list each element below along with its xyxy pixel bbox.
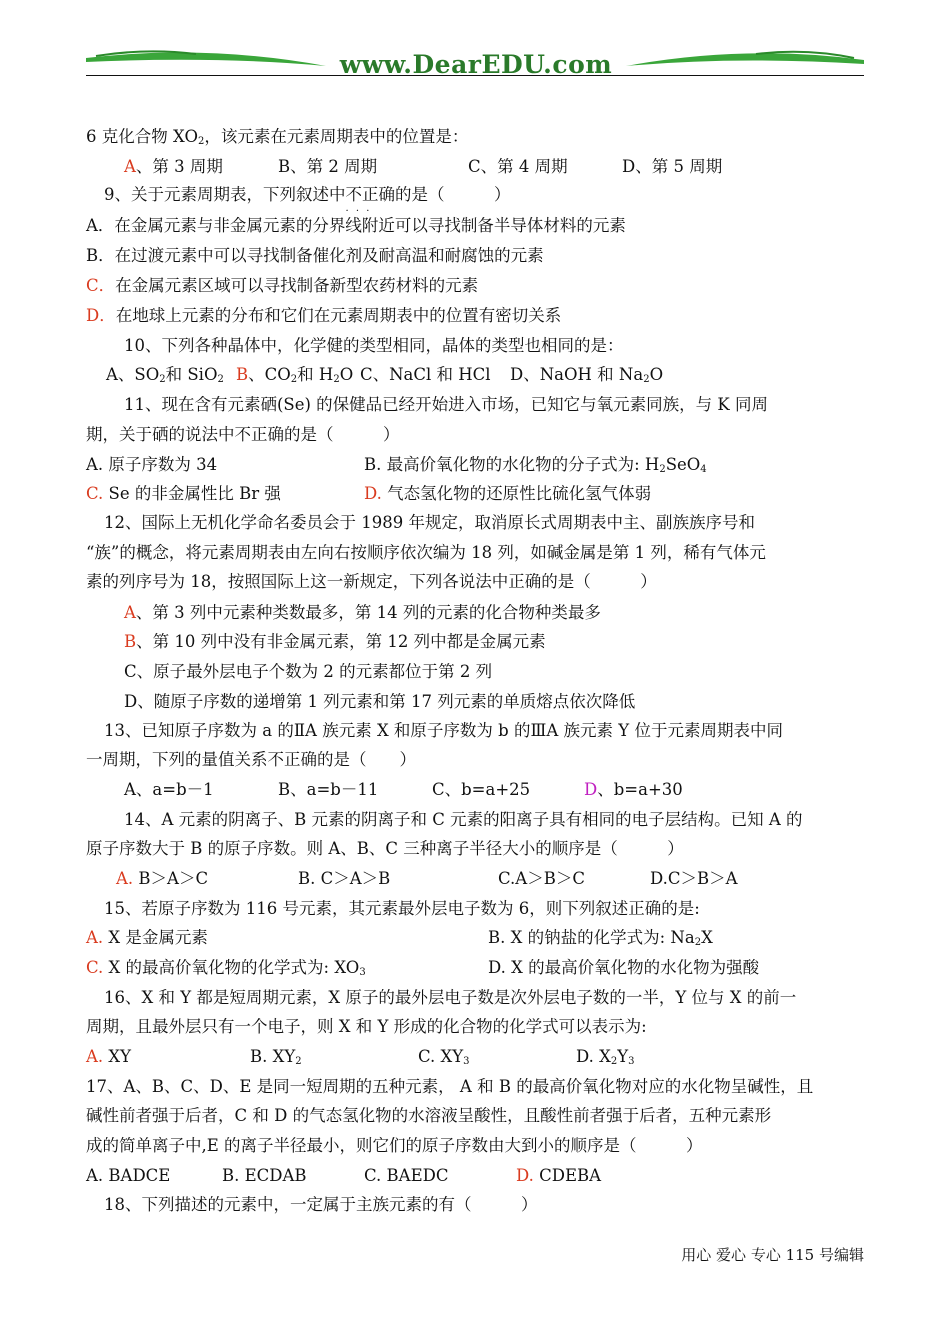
text-line: 6 克化合物 $XO_2$，该元素在元素周期表中的位置是： bbox=[86, 127, 469, 147]
option-c: C. $XY_3$ bbox=[418, 1047, 470, 1067]
question-12: 12、国际上无机化学命名委员会于 1989 年规定，取消原长式周期表中主、副族族序号和 bbox=[104, 513, 755, 532]
option-b: B．在过渡元素中可以寻找制备催化剂及耐高温和耐腐蚀的元素 bbox=[86, 246, 544, 265]
question-11: 11、现在含有元素硒(Se) 的保健品已经开始进入市场，已知它与氧元素同族，与 K 同周 bbox=[124, 395, 768, 414]
option-b: B. $XY_2$ bbox=[250, 1047, 302, 1067]
question-17-cont: 成的简单离子中,E 的离子半径最小，则它们的原子序数由大到小的顺序是（ ） bbox=[86, 1136, 703, 1155]
question-9: 9、关于元素周期表，下列叙述中不正确 · · ·的是（ ） bbox=[104, 184, 511, 206]
option-c: C、NaCl 和 HCl bbox=[360, 365, 491, 384]
option-a: A、第 3 周期 bbox=[124, 157, 223, 176]
option-a: A. B＞A＞C bbox=[116, 869, 209, 888]
option-c: C、b=a+25 bbox=[432, 780, 531, 799]
option-a: A、a=b－1 bbox=[124, 780, 214, 799]
page-footer: 用心 爱心 专心 115 号编辑 bbox=[681, 1246, 864, 1264]
option-c: C．在金属元素区域可以寻找制备新型农药材料的元素 bbox=[86, 276, 479, 295]
option-a: A. XY bbox=[86, 1047, 132, 1066]
option-c: C、第 4 周期 bbox=[468, 157, 568, 176]
question-11-cont: 期，关于硒的说法中不正确的是（ ） bbox=[86, 425, 400, 444]
question-14: 14、A 元素的阴离子、B 元素的阴离子和 C 元素的阳离子具有相同的电子层结构。已知 A 的 bbox=[124, 810, 803, 829]
option-b: B、$CO_2$和 $H_2O$ bbox=[236, 365, 354, 385]
option-b: B. ECDAB bbox=[222, 1166, 307, 1185]
question-13: 13、已知原子序数为 a 的ⅡA 族元素 X 和原子序数为 b 的ⅢA 族元素 Y 位于元素周期表中同 bbox=[104, 721, 783, 740]
option-b: B. C＞A＞B bbox=[298, 869, 391, 888]
option-d: D、第 5 周期 bbox=[622, 157, 723, 176]
option-b: B、a=b－11 bbox=[278, 780, 379, 799]
option-b: B、第 2 周期 bbox=[278, 157, 378, 176]
option-d: D. CDEBA bbox=[516, 1166, 602, 1185]
option-d: D、随原子序数的递增第 1 列元素和第 17 列元素的单质熔点依次降低 bbox=[124, 692, 636, 711]
option-a: A. BADCE bbox=[86, 1166, 171, 1185]
question-18: 18、下列描述的元素中，一定属于主族元素的有（ ） bbox=[104, 1195, 538, 1214]
option-a: A、$SO_2$和 SiO$_2$ bbox=[106, 365, 224, 385]
option-b: B. X 的钠盐的化学式为: $Na_2X$ bbox=[488, 928, 713, 948]
option-d: D. $X_2Y_3$ bbox=[576, 1047, 635, 1067]
option-c: C、原子最外层电子个数为 2 的元素都位于第 2 列 bbox=[124, 662, 493, 681]
question-17-cont: 碱性前者强于后者，C 和 D 的气态氢化物的水溶液呈酸性，且酸性前者强于后者，五种元素形 bbox=[86, 1106, 772, 1125]
question-10: 10、下列各种晶体中，化学健的类型相同，晶体的类型也相同的是： bbox=[124, 336, 624, 355]
question-17: 17、A、B、C、D、E 是同一短周期的五种元素， A 和 B 的最高价氧化物对应的水化物呈碱性，且 bbox=[86, 1077, 814, 1096]
option-d: D．在地球上元素的分布和它们在元素周期表中的位置有密切关系 bbox=[86, 306, 562, 325]
option-b: B、第 10 列中没有非金属元素，第 12 列中都是金属元素 bbox=[124, 632, 546, 651]
option-a: A．在金属元素与非金属元素的分界线附近可以寻找制备半导体材料的元素 bbox=[86, 216, 626, 235]
site-logo[interactable]: www.DearEDU.com bbox=[339, 50, 613, 79]
page-header bbox=[86, 36, 864, 86]
option-c: C.A＞B＞C bbox=[498, 869, 585, 888]
question-16: 16、X 和 Y 都是短周期元素，X 原子的最外层电子数是次外层电子数的一半，Y 位与 X 的前一 bbox=[104, 988, 797, 1007]
option-c: C. BAEDC bbox=[364, 1166, 449, 1185]
option-c: C. X 的最高价氧化物的化学式为: $XO_3$ bbox=[86, 958, 366, 978]
option-d: D. X 的最高价氧化物的水化物为强酸 bbox=[488, 958, 760, 977]
option-a: A. X 是金属元素 bbox=[86, 928, 208, 947]
question-12-cont: 素的列序号为 18，按照国际上这一新规定，下列各说法中正确的是（ ） bbox=[86, 572, 657, 591]
option-a: A、第 3 列中元素种类数最多，第 14 列的元素的化合物种类最多 bbox=[124, 603, 601, 622]
question-15: 15、若原子序数为 116 号元素，其元素最外层电子数为 6，则下列叙述正确的是: bbox=[104, 899, 700, 918]
header-rule bbox=[86, 75, 864, 76]
option-a: A. 原子序数为 34 bbox=[86, 455, 218, 474]
option-c: C. Se 的非金属性比 Br 强 bbox=[86, 484, 281, 503]
option-d: D、b=a+30 bbox=[584, 780, 683, 799]
option-d: D.C＞B＞A bbox=[650, 869, 738, 888]
question-14-cont: 原子序数大于 B 的原子序数。则 A、B、C 三种离子半径大小的顺序是（ ） bbox=[86, 839, 684, 858]
option-d: D、NaOH 和 $Na_2O$ bbox=[510, 365, 664, 385]
question-16-cont: 周期，且最外层只有一个电子，则 X 和 Y 形成的化合物的化学式可以表示为: bbox=[86, 1017, 647, 1036]
question-13-cont: 一周期，下列的量值关系不正确的是（ ） bbox=[86, 750, 416, 769]
question-12-cont: “族”的概念，将元素周期表由左向右按顺序依次编为 18 列，如碱金属是第 1 列，稀有气体元 bbox=[86, 543, 766, 562]
option-b: B. 最高价氧化物的水化物的分子式为: $H_2SeO_4$ bbox=[364, 455, 707, 475]
option-d: D. 气态氢化物的还原性比硫化氢气体弱 bbox=[364, 484, 652, 503]
